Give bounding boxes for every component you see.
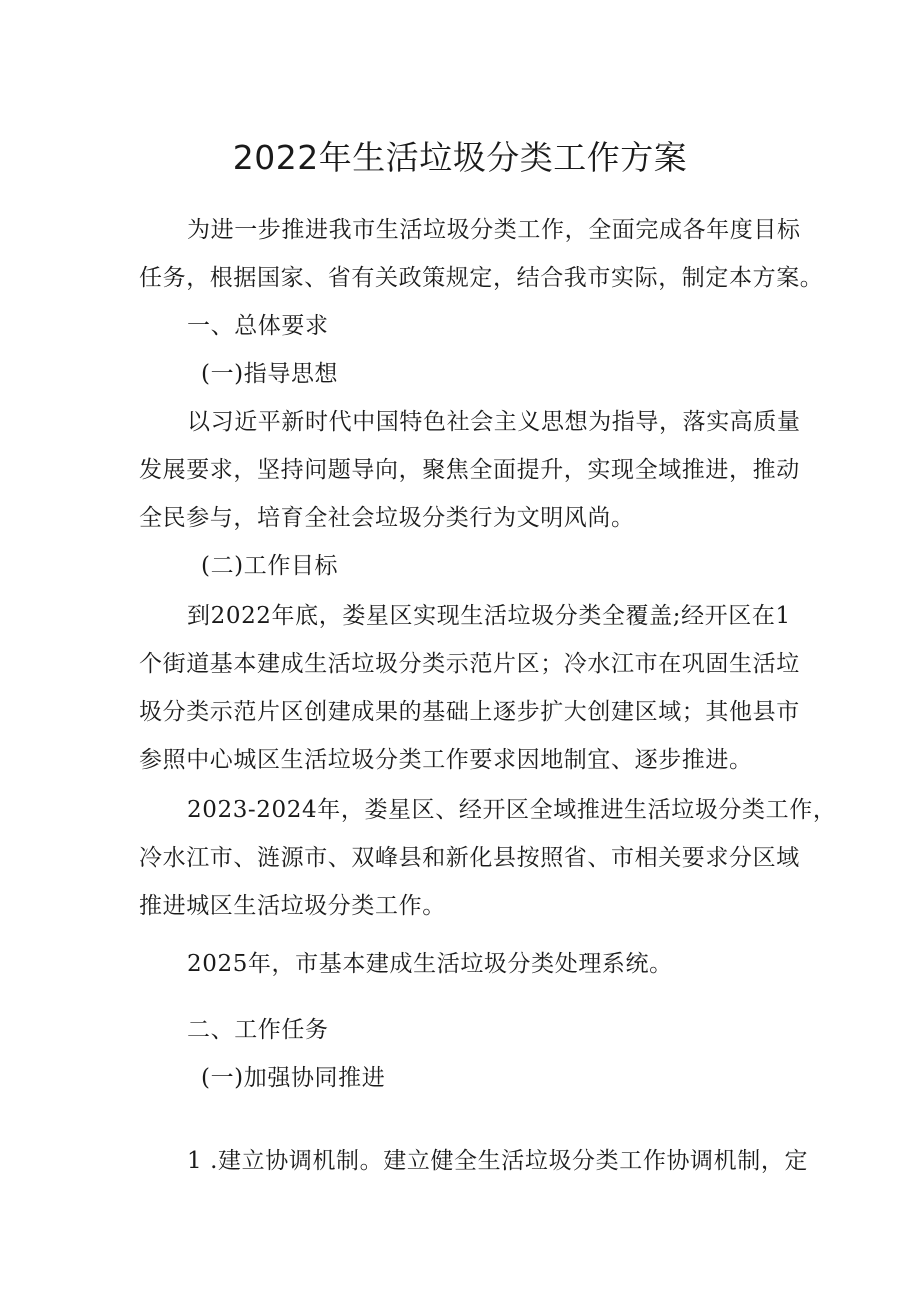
paragraph-goals-line-4: 参照中心城区生活垃圾分类工作要求因地制宜、逐步推进。 (139, 747, 753, 773)
paragraph-guidance-line-2: 发展要求，坚持问题导向，聚焦全面提升，实现全域推进，推动 (139, 457, 800, 483)
paragraph-2023-line-3: 推进城区生活垃圾分类工作。 (139, 893, 446, 919)
subsection-heading-1-2: (二)工作目标 (201, 553, 339, 579)
section-heading-1: 一、总体要求 (187, 313, 329, 339)
paragraph-guidance-line-3: 全民参与，培育全社会垃圾分类行为文明风尚。 (139, 505, 635, 531)
document-title: 2022年生活垃圾分类工作方案 (232, 138, 688, 178)
paragraph-2025: 2025年，市基本建成生活垃圾分类处理系统。 (187, 951, 673, 977)
paragraph-item-1-line-1: 1 .建立协调机制。建立健全生活垃圾分类工作协调机制，定 (187, 1148, 809, 1174)
paragraph-goals-line-2: 个街道基本建成生活垃圾分类示范片区；冷水江市在巩固生活垃 (139, 651, 800, 677)
subsection-heading-1-1: (一)指导思想 (201, 361, 339, 387)
paragraph-goals-line-1: 到2022年底，娄星区实现生活垃圾分类全覆盖;经开区在1 (187, 603, 791, 629)
paragraph-2023-line-2: 冷水江市、涟源市、双峰县和新化县按照省、市相关要求分区域 (139, 845, 800, 871)
section-heading-2: 二、工作任务 (187, 1017, 329, 1043)
paragraph-2023-line-1: 2023-2024年，娄星区、经开区全域推进生活垃圾分类工作， (187, 797, 837, 823)
paragraph-intro-line-2: 任务，根据国家、省有关政策规定，结合我市实际，制定本方案。 (139, 265, 824, 291)
paragraph-guidance-line-1: 以习近平新时代中国特色社会主义思想为指导，落实高质量 (187, 409, 801, 435)
paragraph-intro-line-1: 为进一步推进我市生活垃圾分类工作，全面完成各年度目标 (187, 217, 801, 243)
subsection-heading-2-1: (一)加强协同推进 (201, 1065, 386, 1091)
paragraph-goals-line-3: 圾分类示范片区创建成果的基础上逐步扩大创建区域；其他县市 (139, 699, 800, 725)
